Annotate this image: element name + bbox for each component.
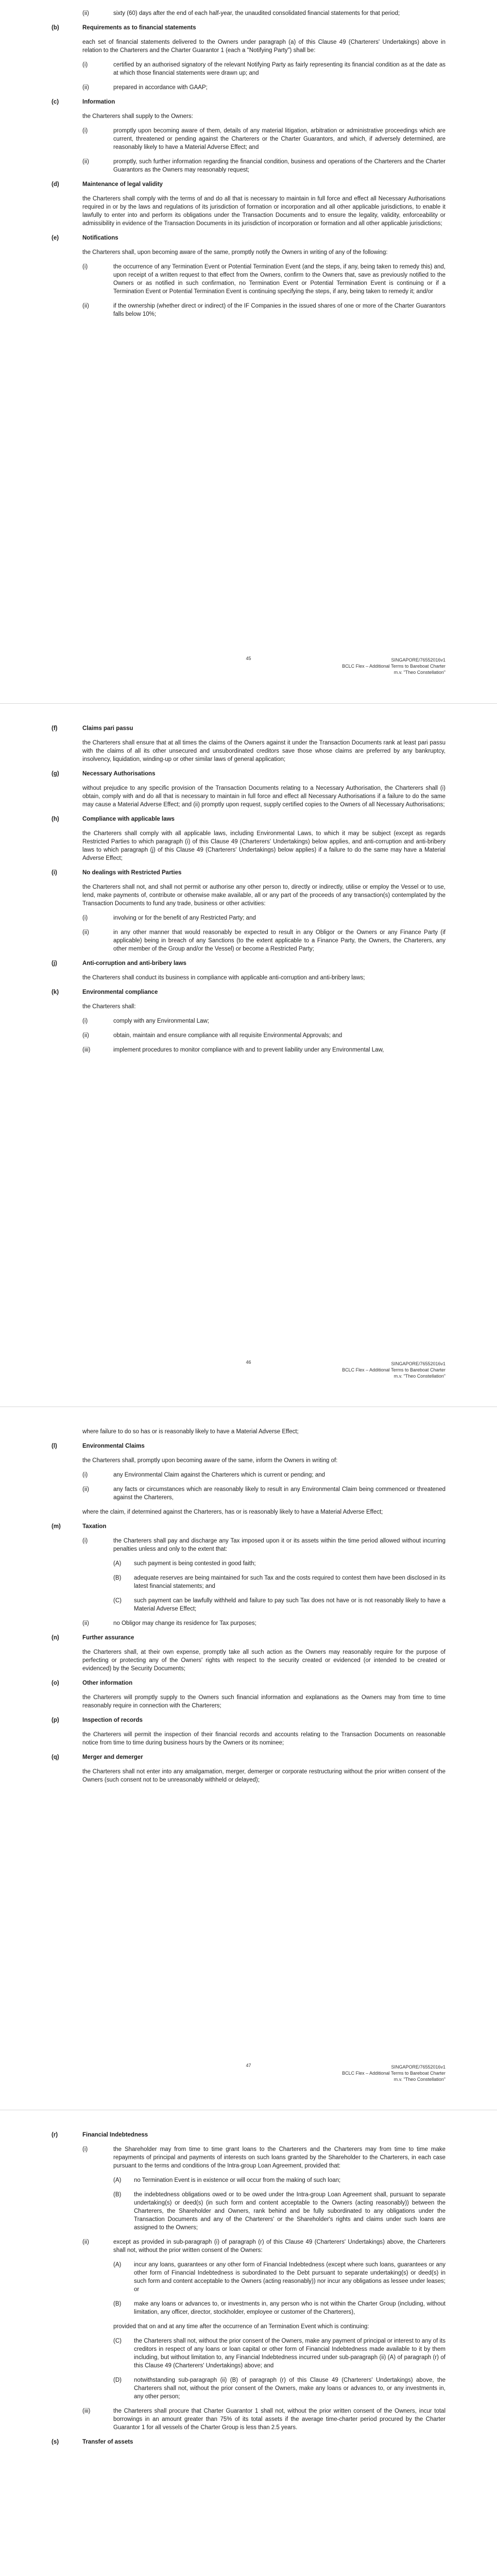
paragraph [52,1648,445,1673]
paragraph-text: without prejudice to any specific provision of the Transaction Documents relating to a Necessary Authorisation, the Charterers shall (i) obtain, comply with and do all that is necessary to maintain in full force and effect all Necessary Authorisations if a failure to do the same may cause a Material Adverse Effect; and (ii) promptly upon request, supply certified copies to the Owners of all Necessary Authorisations; [82,785,445,808]
section-title: Claims pari passu [82,725,133,732]
list-item-text: any Environmental Claim against the Charterers which is current or pending; and [113,1472,325,1478]
section-number: (i) [52,870,57,876]
paragraph [52,739,445,764]
section-title: Taxation [82,1523,107,1530]
sub-list-item-number: (B) [113,2192,122,2198]
list-item-text: obtain, maintain and ensure compliance with all requisite Environmental Approvals; and [113,1032,342,1039]
list-item [52,1046,445,1054]
sub-list-item-text: adequate reserves are being maintained for such Tax and the costs required to contest them have been disclosed in its latest financial statements; and [134,1575,445,1589]
sub-list-item-text: such payment can be lawfully withheld and failure to pay such Tax does not have or is not reasonably likely to have a Material Adverse Effect; [134,1598,445,1612]
list-item [52,127,445,151]
list-item-text: implement procedures to monitor compliance with and to prevent liability under any Environmental Law, [113,1047,384,1053]
section-heading [52,1522,445,1531]
paragraph-text: the Charterers shall ensure that at all times the claims of the Owners against it under the Transaction Documents rank at least pari passu with the claims of all its other unsecured and unsubordinated creditors save those whose claims are preferred by any bankruptcy, insolvency, liquidation, winding-up or other similar laws of general application; [82,740,445,762]
footer-line2: BCLC Flex – Additional Terms to Bareboat Charter [342,2071,445,2076]
sub-list-item-number: (B) [113,1575,122,1581]
paragraph [52,38,445,55]
page-number: 45 [246,656,251,661]
section-title: No dealings with Restricted Parties [82,870,182,876]
footer-line3: m.v. "Theo Constellation" [393,2077,445,2082]
sub-list-item-text: the Charterers shall not, without the prior consent of the Owners, make any payment of principal or interest to any of its creditors in respect of any loans or loan capital or other form of Financial Indebtedness made available to it by them including, but without limitation to, any Financial Indebtedness incurred under sub-paragraph (ii) (A) of paragraph (r) of this Clause 49 (Charterers' Undertakings) above; and [134,2338,445,2369]
paragraph [52,2323,445,2331]
sub-list-item-text: no Termination Event is in existence or will occur from the making of such loan; [134,2177,341,2183]
footer-ref: SINGAPORE/76552016v1 [391,2064,445,2070]
list-item [52,1537,445,1553]
paragraph-text: the Charterers shall comply with the terms of and do all that is necessary to maintain in full force and effect all Necessary Authorisations required in or by the laws and regulations of its jurisdiction of formation or incorporation and all other applicable jurisdictions, to enable it lawfully to enter into and perform its obligations under the Transaction Documents and to ensure the legality, validity, enforceability or admissibility in evidence of the Transaction Documents in its jurisdiction of incorporation or formation and all other applicable jurisdictions; [82,196,445,227]
page-content [52,2131,445,2452]
list-item-number: (i) [82,264,88,270]
list-item-text: the occurrence of any Termination Event or Potential Termination Event (and the steps, if any, being taken to remedy this) and, upon receipt of a written request to that effect from the Owners, confirm to the Owners that, save as previously notified to the Owners or as notified in such confirmation, no Termination Event or Potential Termination Event is continuing or if a Termination Event or Potential Termination Event is continuing specifying the steps, if any, being taken to remedy it; and/or [113,264,445,295]
section-title: Necessary Authorisations [82,771,156,777]
sub-list-item-number: (C) [113,1598,122,1604]
list-item [52,61,445,77]
section-heading [52,234,445,242]
list-item-text: no Obligor may change its residence for Tax purposes; [113,1620,256,1626]
section-heading [52,24,445,32]
sub-list-item-text: incur any loans, guarantees or any other form of Financial Indebtedness (except where such loans, guarantees or any other form of Financial Indebtedness is subordinated to the Debt pursuant to separate undertaking(s) or deed(s) in such form and content acceptable to the Owners (acting reasonably)) nor incur any obligations as lessee under leases; or [134,2262,445,2293]
page-number: 46 [246,1360,251,1365]
section-heading [52,180,445,189]
paragraph-text: the Charterers shall supply to the Owners: [82,113,193,120]
section-heading [52,815,445,823]
list-item [52,263,445,296]
paragraph-text: the Charterers will permit the inspection of their financial records and accounts relating to the Transaction Documents on reasonable notice from time to time during business hours by the Owners or its nominee; [82,1732,445,1746]
section-number: (e) [52,235,59,241]
footer-ref: SINGAPORE/76552016v1 [391,1361,445,1366]
paragraph [52,248,445,257]
sub-list-item [52,2376,445,2401]
section-heading [52,98,445,106]
list-item-number: (ii) [82,2239,89,2245]
sub-list-item [52,1574,445,1590]
section-heading [52,1679,445,1687]
page-content [52,724,445,1060]
sub-list-item [52,2176,445,2184]
list-item-text: the Shareholder may from time to time grant loans to the Charterers and the Charterers may from time to time make repayments of principal and payments of interests on such loans granted by the Shareholder to the Charterers, in each case pursuant to the terms and conditions of the Intra-group Loan Agreement, provided that: [113,2146,445,2169]
page-content [52,1428,445,1790]
section-title: Environmental Claims [82,1443,145,1449]
list-item-number: (i) [82,62,88,68]
section-number: (k) [52,989,59,995]
list-item-text: prepared in accordance with GAAP; [113,84,208,91]
sub-list-item-number: (D) [113,2377,122,2383]
footer-line3: m.v. "Theo Constellation" [393,1374,445,1379]
paragraph-text: where failure to do so has or is reasonably likely to have a Material Adverse Effect; [82,1429,299,1435]
paragraph [52,784,445,809]
sub-list-item-number: (C) [113,2338,122,2344]
section-heading [52,869,445,877]
list-item [52,1485,445,1502]
list-item-number: (ii) [82,929,89,936]
document-page [0,2110,497,2576]
footer-line2: BCLC Flex – Additional Terms to Bareboat Charter [342,664,445,669]
list-item-text: in any other manner that would reasonably be expected to result in any Obligor or the Owners or any Finance Party (if applicable) being in breach of any Sanctions (to the extent applicable to a Finance Party, the Owners, the Charterers, any other member of the Group and/or the Vessel) or become a Restricted Party; [113,929,445,952]
section-title: Financial Indebtedness [82,2132,148,2138]
sub-list-item [52,2337,445,2370]
sub-list-item-number: (A) [113,1561,122,1567]
list-item-number: (ii) [82,84,89,91]
list-item-text: comply with any Environmental Law; [113,1018,209,1024]
list-item-text: involving or for the benefit of any Restricted Party; and [113,915,256,921]
paragraph [52,1428,445,1436]
paragraph [52,1693,445,1710]
list-item-text: sixty (60) days after the end of each half-year, the unaudited consolidated financial statements for that period; [113,10,400,16]
sub-list-item-text: notwithstanding sub-paragraph (ii) (B) of paragraph (r) of this Clause 49 (Charterers' Undertakings) above, the Charterers shall not, without the prior consent of the Owners, make any loans or advances to, or any investments in, any other person; [134,2377,445,2400]
list-item [52,1619,445,1628]
section-number: (b) [52,25,59,31]
section-number: (o) [52,1680,59,1686]
section-title: Further assurance [82,1635,134,1641]
list-item-text: any facts or circumstances which are reasonably likely to result in any Environmental Claim being commenced or threatened against the Charterers, [113,1486,445,1501]
paragraph-text: the Charterers shall, promptly upon becoming aware of the same, inform the Owners in writing of: [82,1458,338,1464]
list-item [52,914,445,922]
list-item [52,2407,445,2432]
section-title: Inspection of records [82,1717,143,1723]
section-heading [52,2438,445,2446]
paragraph [52,112,445,121]
list-item-text: certified by an authorised signatory of the relevant Notifying Party as fairly representing its financial condition as at the date as at which those financial statements were drawn up; and [113,62,445,76]
section-title: Requirements as to financial statements [82,25,196,31]
list-item [52,83,445,92]
list-item-number: (ii) [82,1620,89,1626]
list-item-text: except as provided in sub-paragraph (i) of paragraph (r) of this Clause 49 (Charterers' Undertakings) above, the Charterers shall not, without the prior written consent of the Owners: [113,2239,445,2253]
section-title: Maintenance of legal validity [82,181,163,188]
section-number: (c) [52,99,59,105]
page-footer [342,657,445,675]
paragraph [52,1768,445,1784]
section-number: (s) [52,2439,59,2445]
section-number: (l) [52,1443,57,1449]
paragraph-text: where the claim, if determined against the Charterers, has or is reasonably likely to have a Material Adverse Effect; [82,1509,383,1515]
list-item [52,302,445,318]
sub-list-item-number: (B) [113,2301,122,2307]
section-title: Notifications [82,235,118,241]
list-item-number: (i) [82,2146,88,2153]
list-item-number: (i) [82,915,88,921]
list-item-number: (iii) [82,2408,91,2414]
paragraph-text: the Charterers shall, upon becoming aware of the same, promptly notify the Owners in writing of any of the following: [82,249,388,256]
section-number: (q) [52,1754,59,1760]
list-item [52,1031,445,1040]
section-number: (d) [52,181,59,188]
paragraph-text: provided that on and at any time after the occurrence of an Termination Event which is continuing: [113,2324,369,2330]
section-title: Information [82,99,115,105]
document-page [0,0,497,703]
list-item [52,2145,445,2170]
page-footer [342,2064,445,2082]
section-heading [52,1442,445,1450]
list-item-number: (i) [82,128,88,134]
list-item [52,9,445,18]
section-number: (n) [52,1635,59,1641]
list-item [52,1017,445,1025]
section-heading [52,1716,445,1724]
section-number: (m) [52,1523,61,1530]
section-heading [52,2131,445,2139]
list-item [52,158,445,174]
list-item-number: (ii) [82,1032,89,1039]
section-number: (g) [52,771,59,777]
sub-list-item-number: (A) [113,2262,122,2268]
paragraph [52,974,445,982]
paragraph [52,1003,445,1011]
paragraph [52,829,445,862]
section-number: (p) [52,1717,59,1723]
paragraph-text: the Charterers shall: [82,1004,136,1010]
sub-list-item [52,2300,445,2316]
paragraph-text: the Charterers will promptly supply to the Owners such financial information and explanations as the Owners may from time to time reasonably require in connection with the Charterers; [82,1694,445,1709]
list-item-number: (ii) [82,10,89,16]
list-item-number: (ii) [82,303,89,309]
section-title: Compliance with applicable laws [82,816,175,822]
page-number: 47 [246,2063,251,2068]
paragraph-text: the Charterers shall conduct its business in compliance with applicable anti-corruption and anti-bribery laws; [82,975,365,981]
list-item-text: if the ownership (whether direct or indirect) of the IF Companies in the issued shares of one or more of the Charter Guarantors falls below 10%; [113,303,445,317]
list-item-text: the Charterers shall procure that Charter Guarantor 1 shall not, without the prior written consent of the Owners, incur total borrowings in an amount greater than 75% of its total assets if the average time-charter period procured by the Charter Guarantor 1 for all vessels of the Charter Group is less than 2.5 years. [113,2408,445,2431]
document-page [0,1406,497,2110]
section-number: (j) [52,960,57,967]
section-heading [52,988,445,996]
list-item-text: promptly upon becoming aware of them, details of any material litigation, arbitration or administrative proceedings which are current, threatened or pending against the Charterers or the Charter Guarantors, and which, if adversely determined, are reasonably likely to have a Material Adverse Effect; and [113,128,445,150]
footer-ref: SINGAPORE/76552016v1 [391,657,445,663]
sub-list-item-number: (A) [113,2177,122,2183]
paragraph [52,1508,445,1516]
list-item-number: (i) [82,1472,88,1478]
page-content [52,9,445,325]
list-item-number: (i) [82,1018,88,1024]
section-title: Other information [82,1680,133,1686]
sub-list-item [52,2191,445,2232]
list-item-text: the Charterers shall pay and discharge any Tax imposed upon it or its assets within the time period allowed without incurring penalties unless and only to the extent that: [113,1538,445,1552]
paragraph-text: the Charterers shall, at their own expense, promptly take all such action as the Owners may reasonably require for the purpose of perfecting or protecting any of the Owners' rights with respect to the security created or evidenced (or intended to be created or evidenced) by the Security Documents; [82,1649,445,1672]
section-heading [52,1634,445,1642]
document-page [0,703,497,1407]
sub-list-item-text: make any loans or advances to, or investments in, any person who is not within the Charter Group (including, without limitation, any officer, director, stockholder, employee or customer of the Charterers), [134,2301,445,2315]
paragraph-text: each set of financial statements delivered to the Owners under paragraph (a) of this Clause 49 (Charterers' Undertakings) above in relation to the Charterers and the Charter Guarantor 1 (each a "Notifying Party") shall be: [82,39,445,54]
sub-list-item [52,1597,445,1613]
paragraph-text: the Charterers shall not, and shall not permit or authorise any other person to, directly or indirectly, utilise or employ the Vessel or to use, lend, make payments of, contribute or otherwise make available, all or any part of the proceeds of any transaction(s) contemplated by the Transaction Documents to fund any trade, business or other activities: [82,884,445,907]
list-item-number: (iii) [82,1047,91,1053]
list-item-number: (ii) [82,1486,89,1493]
list-item-text: promptly, such further information regarding the financial condition, business and operations of the Charterers and the Charter Guarantors as the Owners may reasonably request; [113,159,445,173]
sub-list-item [52,1560,445,1568]
footer-line3: m.v. "Theo Constellation" [393,670,445,675]
list-item-number: (ii) [82,159,89,165]
list-item-number: (i) [82,1538,88,1544]
section-title: Transfer of assets [82,2439,133,2445]
sub-list-item-text: the indebtedness obligations owed or to be owed under the Intra-group Loan Agreement shall, pursuant to separate undertaking(s) or deed(s) (in such form and content acceptable to the Owners (acting reasonably)) between the Charterers, the Shareholder and Owners, rank behind and be fully subordinated to any obligations under the Transaction Documents and any of the Charterers' or the Shareholder's rights and claims under such loans are assigned to the Owners; [134,2192,445,2231]
paragraph [52,1456,445,1465]
sub-list-item [52,2261,445,2294]
paragraph [52,883,445,908]
section-title: Anti-corruption and anti-bribery laws [82,960,186,967]
footer-line2: BCLC Flex – Additional Terms to Bareboat Charter [342,1367,445,1372]
section-number: (r) [52,2132,58,2138]
section-number: (f) [52,725,58,732]
section-heading [52,770,445,778]
paragraph-text: the Charterers shall comply with all applicable laws, including Environmental Laws, to which it may be subject (except as regards Restricted Parties to which paragraph (i) of this Clause 49 (Charterers' Undertakings) below applies, and anti-corruption and anti-bribery laws to which paragraph (j) of this Clause 49 (Charterers' Undertakings) below applies) if a failure to do the same may have a Material Adverse Effect; [82,831,445,861]
paragraph [52,195,445,228]
section-number: (h) [52,816,59,822]
section-heading [52,959,445,968]
paragraph [52,1731,445,1747]
paragraph-text: the Charterers shall not enter into any amalgamation, merger, demerger or corporate restructuring without the prior written consent of the Owners (such consent not to be unreasonably withheld or delayed); [82,1769,445,1783]
list-item [52,1471,445,1479]
section-title: Merger and demerger [82,1754,143,1760]
list-item [52,2238,445,2255]
section-heading [52,1753,445,1761]
sub-list-item-text: such payment is being contested in good faith; [134,1561,256,1567]
page-footer [342,1361,445,1379]
list-item [52,928,445,953]
section-title: Environmental compliance [82,989,158,995]
section-heading [52,724,445,733]
